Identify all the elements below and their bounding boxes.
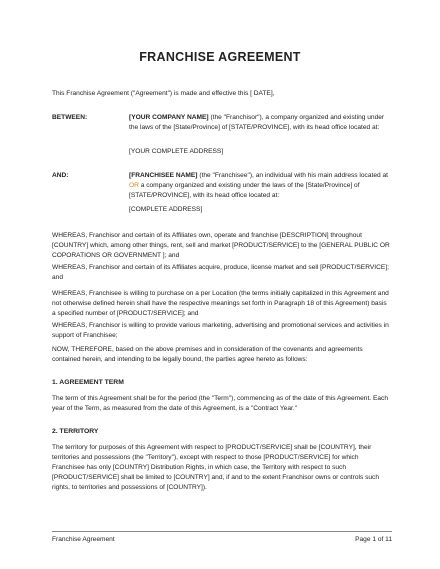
whereas-paragraph-4: WHEREAS, Franchisor is willing to provide various marketing, advertising and promotional services and activities in support of Franchisee; — [52, 322, 389, 339]
footer-document-name: Franchise Agreement — [52, 536, 115, 543]
franchisor-block — [129, 113, 391, 133]
document-title: FRANCHISE AGREEMENT — [139, 50, 301, 64]
franchisee-or-highlight: OR — [129, 182, 139, 189]
footer-divider — [52, 531, 392, 532]
franchisee-description-part-1: (the "Franchisee"), an individual with his main address located at — [197, 172, 389, 179]
section-2-heading: 2. TERRITORY — [52, 428, 99, 435]
company-description: (the "Franchisor"), a company organized and existing under the laws of the [State/Province] of [STATE/PROVINCE], with its head office located at: — [129, 114, 385, 131]
section-1-heading: 1. AGREEMENT TERM — [52, 379, 124, 386]
franchisee-block — [129, 171, 391, 201]
franchisee-name: [FRANCHISEE NAME] — [129, 172, 198, 179]
section-1-body: The term of this Agreement shall be for the period (the "Term"), commencing as of the date of this Agreement. Each year of the Term, as measured from the date of this Agreement, is a "Contract Year." — [52, 395, 388, 412]
now-therefore-paragraph: NOW, THEREFORE, based on the above premises and in consideration of the covenants and agreements contained herein, and intending to be legally bound, the parties agree hereto as follows: — [52, 346, 363, 363]
and-label: AND: — [52, 172, 69, 179]
company-address: [YOUR COMPLETE ADDRESS] — [129, 148, 224, 155]
between-label: BETWEEN: — [52, 114, 88, 121]
whereas-paragraph-1: WHEREAS, Franchisor and certain of its Affiliates own, operate and franchise [DESCRIPTION] throughout [COUNTRY] which, among other things, rent, sell and market [PRODUCT/SERVICE] to the [GENERAL PUBLIC OR COPORATIONS OR GOVERNMENT ]; and — [52, 232, 390, 259]
franchisee-description-part-2: a company organized and existing under the laws of the [State/Province] of [STATE/PROVINCE], with its head office located at: — [129, 182, 360, 199]
whereas-paragraph-3: WHEREAS, Franchisee is willing to purchase on a per Location (the terms initially capitalized in this Agreement and not otherwise defined herein shall have the respective meanings set forth in Paragraph 18 of this Agreement) basis a specified number of [PRODUCT/SERVICE]; and — [52, 290, 389, 317]
intro-paragraph: This Franchise Agreement ("Agreement") is made and effective this [ DATE], — [52, 90, 275, 97]
company-name: [YOUR COMPANY NAME] — [129, 114, 209, 121]
footer-page-number: Page 1 of 11 — [355, 536, 392, 543]
section-2-body: The territory for purposes of this Agreement with respect to [PRODUCT/SERVICE] shall be [COUNTRY], their territories and possessions (the "Territory"), except with respect to those [PRODUCT/SERVICE] for which Franchisee has only [COUNTRY] Distribution Rights, in which case, the Territory with respect to such [PRODUCT/SERVICE] shall be limited to [COUNTRY] and, if and to the extent Franchisor owns or controls such rights, to territories and possessions of [COUNTRY]). — [52, 444, 380, 491]
whereas-paragraph-2: WHEREAS, Franchisor and certain of its Affiliates acquire, produce, license market and sell [PRODUCT/SERVICE]; and — [52, 264, 389, 281]
franchisee-address: [COMPLETE ADDRESS] — [129, 206, 203, 213]
